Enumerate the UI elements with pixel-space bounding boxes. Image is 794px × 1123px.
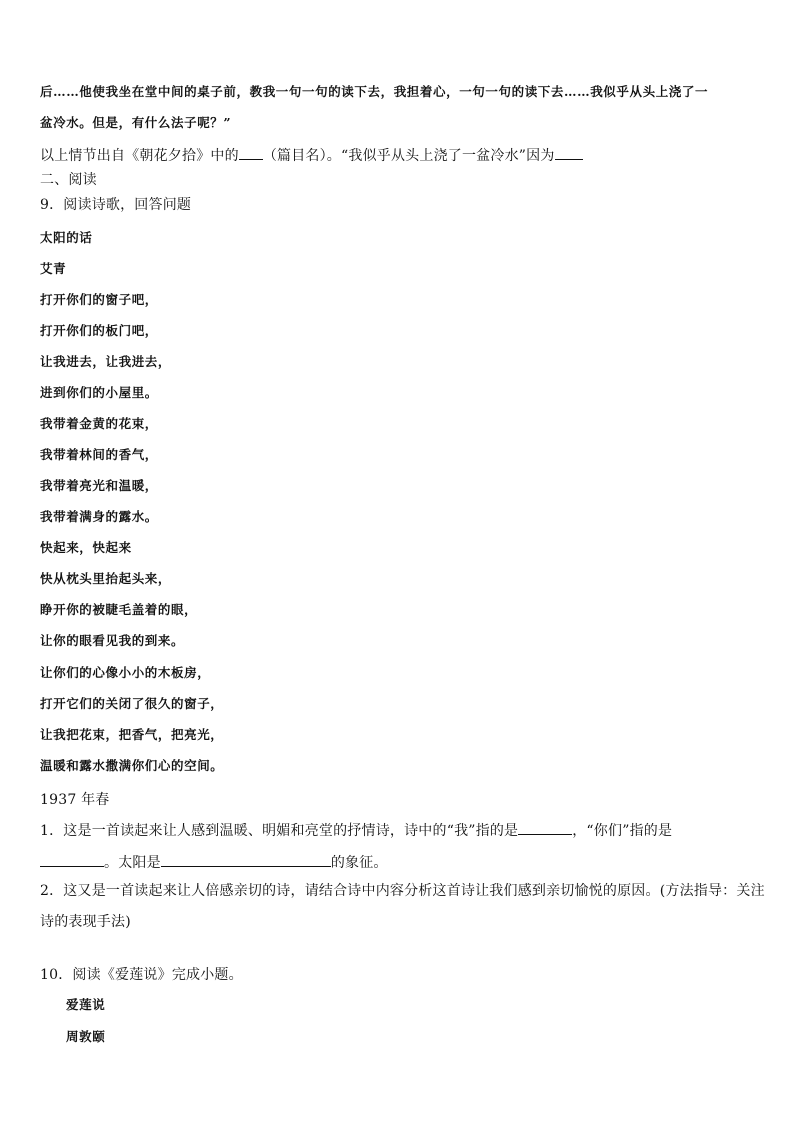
poem-line: 快起来，快起来 bbox=[40, 540, 132, 555]
poem-line: 我带着满身的露水。 bbox=[40, 509, 158, 524]
section-heading: 二、阅读 bbox=[40, 172, 97, 188]
answer-blank-nimen bbox=[40, 854, 104, 867]
poem-line: 进到你们的小屋里。 bbox=[40, 385, 158, 400]
question-9-title: 9．阅读诗歌，回答问题 bbox=[40, 197, 192, 213]
poem-line: 我带着林间的香气， bbox=[40, 447, 158, 462]
poem-line: 温暖和露水撒满你们心的空间。 bbox=[40, 758, 224, 773]
answer-blank-title bbox=[239, 147, 263, 160]
question-9-1 bbox=[40, 822, 672, 838]
poem-title: 太阳的话 bbox=[40, 230, 93, 245]
answer-blank-symbol bbox=[161, 854, 331, 867]
poem-line: 睁开你的被睫毛盖着的眼， bbox=[40, 602, 198, 617]
poem-line: 我带着亮光和温暖， bbox=[40, 478, 158, 493]
poem-line: 打开你们的板门吧， bbox=[40, 323, 158, 338]
question-8-prefix: 以上情节出自《朝花夕拾》中的 bbox=[40, 148, 239, 164]
poem-line: 让你们的心像小小的木板房， bbox=[40, 665, 211, 680]
poem-line: 我带着金黄的花束， bbox=[40, 416, 158, 431]
excerpt-line-2: 盆冷水。但是，有什么法子呢？” bbox=[40, 115, 232, 130]
article-title: 爱莲说 bbox=[66, 997, 106, 1012]
question-8-mid: （篇目名）。“我似乎从头上浇了一盆冷水”因为 bbox=[262, 148, 555, 164]
poem-author: 艾青 bbox=[40, 261, 67, 276]
answer-blank-wo bbox=[518, 822, 572, 835]
answer-blank-reason bbox=[555, 147, 583, 160]
question-9-1-part-c: 。太阳是 bbox=[104, 855, 161, 871]
poem-line: 快从枕头里抬起头来， bbox=[40, 571, 172, 586]
poem-line: 让你的眼看见我的到来。 bbox=[40, 633, 185, 648]
question-9-2-line-1: 2．这又是一首读起来让人倍感亲切的诗，请结合诗中内容分析这首诗让我们感到亲切愉悦的原因。(方法指导：关注 bbox=[40, 883, 765, 899]
question-8 bbox=[40, 147, 583, 163]
poem-line: 让我进去，让我进去， bbox=[40, 354, 172, 369]
question-9-1-cont bbox=[40, 854, 388, 870]
question-9-2-line-2: 诗的表现手法) bbox=[40, 914, 131, 930]
question-9-1-part-b: ，“你们”指的是 bbox=[572, 823, 673, 839]
question-9-1-part-a: 1．这是一首读起来让人感到温暖、明媚和亮堂的抒情诗，诗中的“我”指的是 bbox=[40, 823, 519, 839]
poem-line: 打开它们的关闭了很久的窗子， bbox=[40, 696, 224, 711]
poem-line: 让我把花束，把香气，把亮光， bbox=[40, 727, 224, 742]
article-author: 周敦颐 bbox=[66, 1029, 106, 1044]
question-10-title: 10．阅读《爱莲说》完成小题。 bbox=[40, 967, 243, 983]
question-9-1-part-d: 的象征。 bbox=[330, 855, 388, 871]
excerpt-line-1: 后……他使我坐在堂中间的桌子前，教我一句一句的读下去，我担着心，一句一句的读下去……我似乎从头上浇了一 bbox=[40, 84, 709, 99]
poem-line: 打开你们的窗子吧， bbox=[40, 292, 158, 307]
poem-date: 1937 年春 bbox=[40, 792, 110, 808]
